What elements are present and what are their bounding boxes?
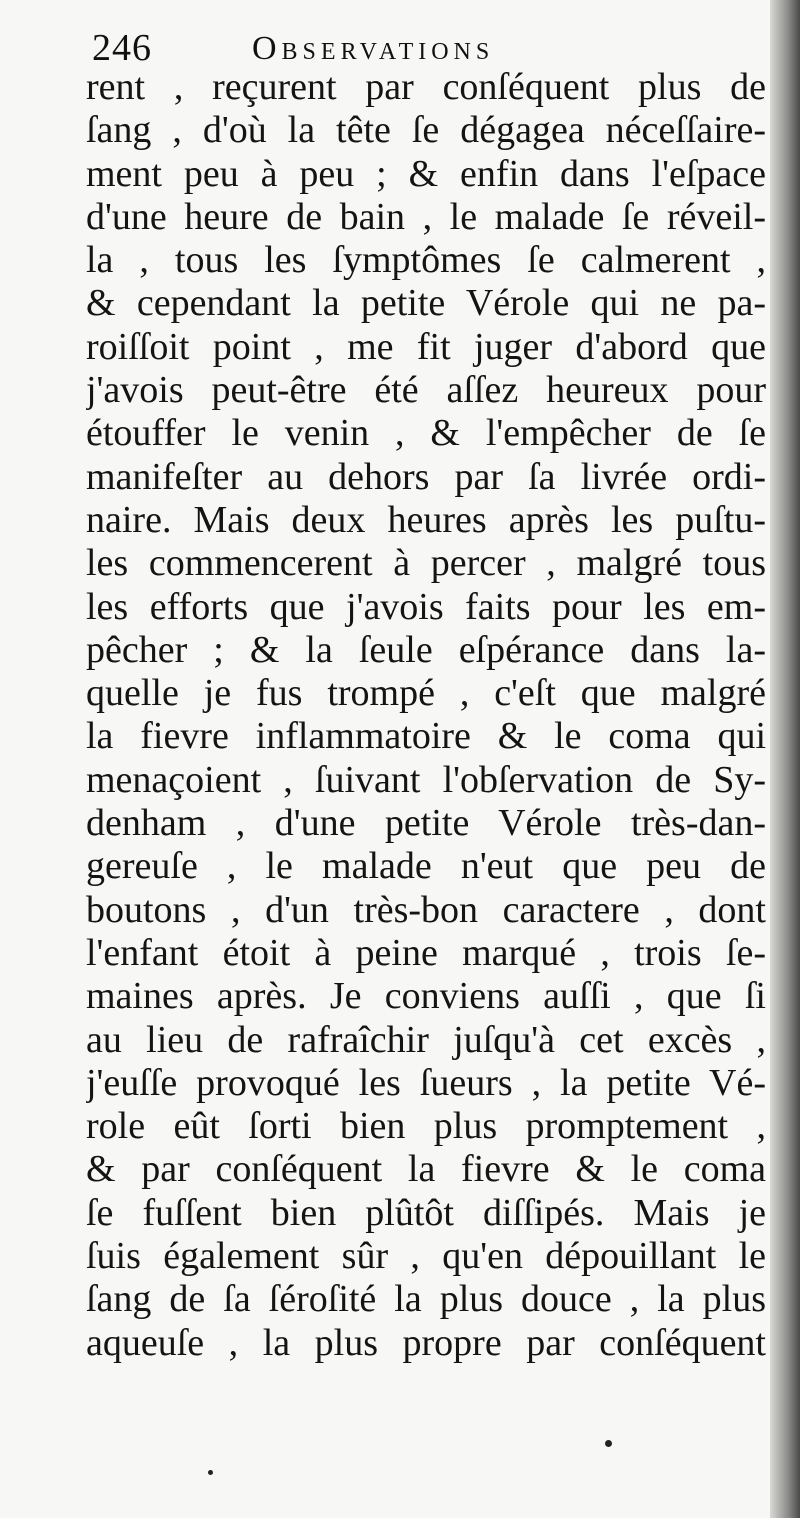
text-line: boutons , d'un très-bon caractere , dont (86, 888, 766, 931)
text-line: ſe fuſſent bien plûtôt diſſipés. Mais je (86, 1191, 766, 1234)
text-line: pêcher ; & la ſeule eſpérance dans la- (86, 628, 766, 671)
text-line: maines après. Je conviens auſſi , que ſi (86, 975, 766, 1018)
text-line: roiſſoit point , me fit juger d'abord que (86, 325, 766, 368)
text-line: ment peu à peu ; & enfin dans l'eſpace (86, 152, 766, 195)
text-line: les commencerent à percer , malgré tous (86, 542, 766, 585)
ink-speck (208, 1470, 213, 1475)
body-text (86, 66, 766, 1365)
ink-speck (605, 1440, 612, 1447)
text-line: denham , d'une petite Vérole très-dan- (86, 802, 766, 845)
text-line: menaçoient , ſuivant l'obſervation de Sy- (86, 758, 766, 801)
running-head: Observations (252, 30, 495, 67)
text-line: les efforts que j'avois faits pour les em- (86, 585, 766, 628)
text-line: manifeſter au dehors par ſa livrée ordi- (86, 455, 766, 498)
text-line: aqueuſe , la plus propre par conſéquent (86, 1321, 766, 1364)
page-gutter-shadow (770, 0, 800, 1518)
text-line: rent , reçurent par conſéquent plus de (86, 66, 766, 108)
page-number: 246 (92, 27, 152, 69)
text-line: gereuſe , le malade n'eut que peu de (86, 845, 766, 888)
text-line: quelle je fus trompé , c'eſt que malgré (86, 672, 766, 715)
text-line: & par conſéquent la fievre & le coma (86, 1148, 766, 1191)
text-line: ſang de ſa ſéroſité la plus douce , la plus (86, 1278, 766, 1321)
page-header (92, 22, 752, 72)
text-line: ſang , d'où la tête ſe dégagea néceſſaire- (86, 109, 766, 152)
text-line: j'euſſe provoqué les ſueurs , la petite Vé- (86, 1061, 766, 1104)
text-line: & cependant la petite Vérole qui ne pa- (86, 282, 766, 325)
text-line: étouffer le venin , & l'empêcher de ſe (86, 412, 766, 455)
text-line: d'une heure de bain , le malade ſe réveil- (86, 195, 766, 238)
text-line: j'avois peut-être été aſſez heureux pour (86, 369, 766, 412)
text-line: ſuis également sûr , qu'en dépouillant le (86, 1235, 766, 1278)
text-line: la fievre inflammatoire & le coma qui (86, 715, 766, 758)
text-line: l'enfant étoit à peine marqué , trois ſe- (86, 931, 766, 974)
text-line: role eût ſorti bien plus promptement , (86, 1105, 766, 1148)
text-line: la , tous les ſymptômes ſe calmerent , (86, 239, 766, 282)
text-line: au lieu de rafraîchir juſqu'à cet excès , (86, 1018, 766, 1061)
text-line: naire. Mais deux heures après les puſtu- (86, 498, 766, 541)
